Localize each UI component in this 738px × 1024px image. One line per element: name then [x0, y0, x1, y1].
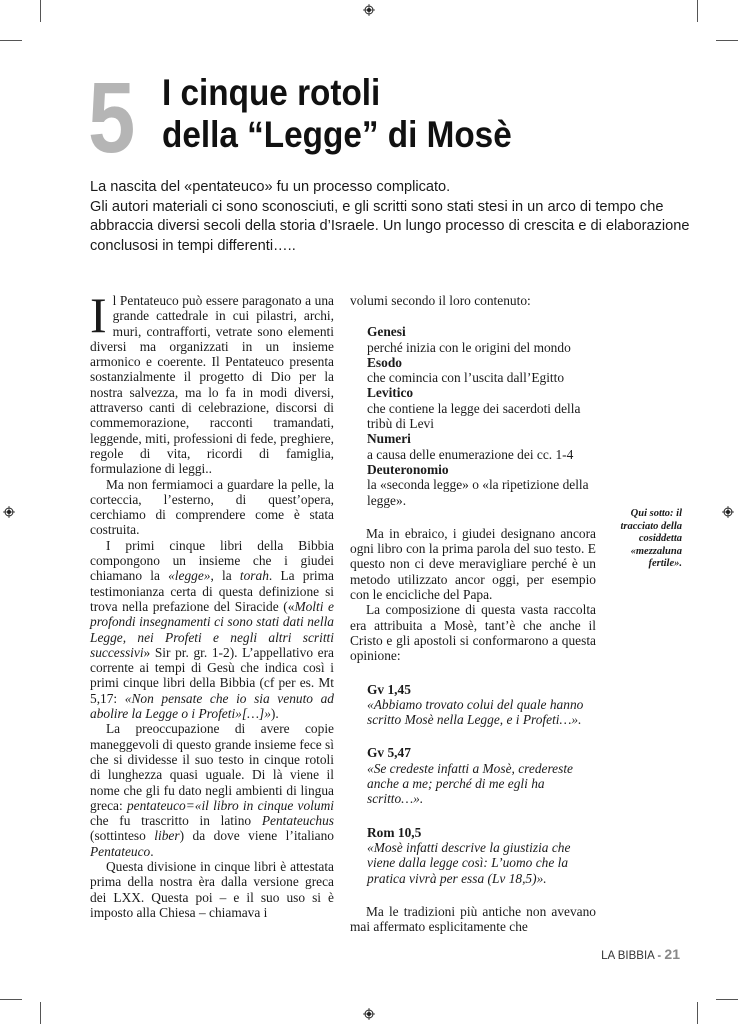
book-name: Esodo	[367, 354, 402, 370]
book-description: che comincia con l’uscita dall’Egitto	[367, 370, 565, 386]
term: torah	[239, 568, 269, 584]
paragraph: La composizione di questa vasta raccolta era attribuita a Mosè, tant’è che anche il Cristo e gli apostoli si conformarono a questa opinione:	[350, 602, 596, 664]
term: Pentateuco	[90, 843, 151, 859]
side-caption: Qui sotto: il tracciato della cosiddetta «mezzaluna fertile».	[620, 508, 682, 569]
paragraph-text: (sottinteso	[90, 828, 155, 844]
term: liber	[154, 828, 180, 844]
crop-mark	[0, 999, 22, 1000]
reference-citation: Rom 10,5	[367, 824, 422, 840]
body-column-left	[90, 287, 334, 920]
paragraph-text: » Sir pr. gr. 1-2). L’appellativo era corrente ai tempi di Gesù che indica così i primi cinque libri della Bibbia (cf per es. Mt 5,17:	[90, 644, 334, 706]
paragraph: Ma in ebraico, i giudei designano ancora ogni libro con la prima parola del suo testo. E questo non ci deve meravigliare perché è un metodo utilizzato ancor oggi, per esempio con le encicliche del Papa.	[350, 525, 596, 603]
paragraph-text: . La prima testimonianza certa di questa definizione si trova nella prefazione del Siracide («	[90, 568, 334, 614]
spacer	[350, 508, 596, 526]
book-name: Numeri	[367, 431, 411, 447]
paragraph-text: l Pentateuco può essere paragonato a una grande cattedrale in cui pilastri, archi, muri, contrafforti, vetrate sono elementi diversi ma organizzati in un insieme armonico e coerente. Il Pentateuco presenta sostanzialmente il progetto di Dio per la nostra salvezza, ma lo fa in modi diversi, attraverso canti di celebrazione, discorsi di commemorazione, racconti tramandati, leggende, miti, professioni di fede, preghiere, regole di vita, ricordi di famiglia, formulazione di leggi..	[90, 293, 334, 477]
chapter-title-line: della “Legge” di Mosè	[162, 114, 512, 155]
book-list	[350, 324, 596, 508]
paragraph	[90, 287, 334, 477]
term: Pentateuchus	[261, 813, 334, 829]
spacer	[350, 664, 596, 682]
quotation: Molti e profondi insegnamenti ci sono stati dati nella Legge, nei Profeti e negli altri scritti successivi	[90, 598, 334, 660]
book-description: perché inizia con le origini del mondo	[367, 339, 571, 355]
crop-mark	[697, 1002, 698, 1024]
registration-mark-icon	[363, 4, 375, 16]
book-description: a causa delle enumerazione dei cc. 1-4	[367, 446, 574, 462]
registration-mark-icon	[363, 1008, 375, 1020]
reference-quote: «Abbiamo trovato colui del quale hanno scritto Mosè nella Legge, e i Profeti…».	[367, 696, 584, 728]
paragraph-text: ).	[270, 706, 279, 722]
intro-text	[90, 178, 690, 256]
term: «legge»	[168, 568, 211, 584]
paragraph-text: , la	[210, 568, 240, 584]
book-name: Genesi	[367, 324, 406, 340]
book-name: Deuteronomio	[367, 461, 449, 477]
paragraph-text: ) da dove viene l’italiano	[179, 828, 334, 844]
spacer	[367, 727, 596, 745]
spacer	[350, 886, 596, 904]
paragraph-text: La preoccupazione di avere copie maneggevoli di questo grande insieme fece sì che si dividesse il suo testo in cinque rotoli di lunghezza quasi uguale. Di là viene il nome che gli fu dato negli ambienti di lingua greca:	[90, 721, 334, 813]
spacer	[367, 807, 596, 825]
registration-mark-icon	[3, 506, 15, 518]
quotation: «Non pensate che io sia venuto ad abolire la Legge o i Profeti»[…]»	[90, 690, 334, 722]
crop-mark	[716, 999, 738, 1000]
paragraph	[90, 538, 334, 722]
crop-mark	[40, 1002, 41, 1024]
reference-quote: «Se credeste infatti a Mosè, credereste anche a me; perché di me egli ha scritto…».	[367, 760, 573, 807]
paragraph	[90, 721, 334, 859]
page-number: 21	[664, 946, 680, 962]
term: pentateuco=«il libro in cinque volumi	[126, 797, 334, 813]
running-title: LA BIBBIA -	[601, 950, 665, 962]
page-footer	[601, 946, 680, 962]
intro-line: Gli autori materiali ci sono sconosciuti, e gli scritti sono stati stesi in un arco di tempo che abbraccia diversi secoli della storia d’Israele. Un lungo processo di crescita e di elaborazione conclusosi in tempi differenti…..	[90, 198, 690, 254]
registration-mark-icon	[722, 506, 734, 518]
book-name: Levitico	[367, 385, 414, 401]
drop-cap: I	[90, 287, 107, 343]
intro-line: La nascita del «pentateuco» fu un processo complicato.	[90, 179, 451, 195]
book-description: che contiene la legge dei sacerdoti della tribù di Levi	[367, 400, 581, 432]
paragraph: Ma non fermiamoci a guardare la pelle, la corteccia, l’esterno, di quest’opera, cerchiamo di comprendere come è stata costruita.	[90, 476, 334, 538]
crop-mark	[40, 0, 41, 22]
crop-mark	[697, 0, 698, 22]
paragraph-text: I primi cinque libri della Bibbia compongono un insieme che i giudei chiamano la	[90, 537, 334, 584]
paragraph-text: .	[150, 843, 154, 859]
spacer	[350, 308, 596, 324]
chapter-number: 5	[88, 62, 134, 174]
reference-quote: «Mosè infatti descrive la giustizia che viene dalla legge così: L’uomo che la pratica vivrà per essa (Lv 18,5)».	[367, 839, 571, 886]
body-column-right	[350, 293, 596, 934]
chapter-title	[162, 72, 512, 156]
paragraph: Ma le tradizioni più antiche non avevano mai affermato esplicitamente che	[350, 903, 596, 935]
paragraph-text: che fu trascritto in latino	[90, 813, 262, 829]
crop-mark	[0, 40, 22, 41]
reference-citation: Gv 5,47	[367, 745, 411, 761]
reference-citation: Gv 1,45	[367, 681, 411, 697]
chapter-title-line: I cinque rotoli	[162, 72, 381, 113]
crop-mark	[716, 40, 738, 41]
reference-list	[350, 682, 596, 886]
book-description: la «seconda legge» o «la ripetizione della legge».	[367, 477, 589, 508]
paragraph: Questa divisione in cinque libri è attestata prima della nostra èra dalla versione greca dei LXX. Questa poi – e il suo uso si è imposto alla Chiesa – chiamava i	[90, 858, 334, 920]
paragraph: volumi secondo il loro contenuto:	[350, 293, 531, 308]
